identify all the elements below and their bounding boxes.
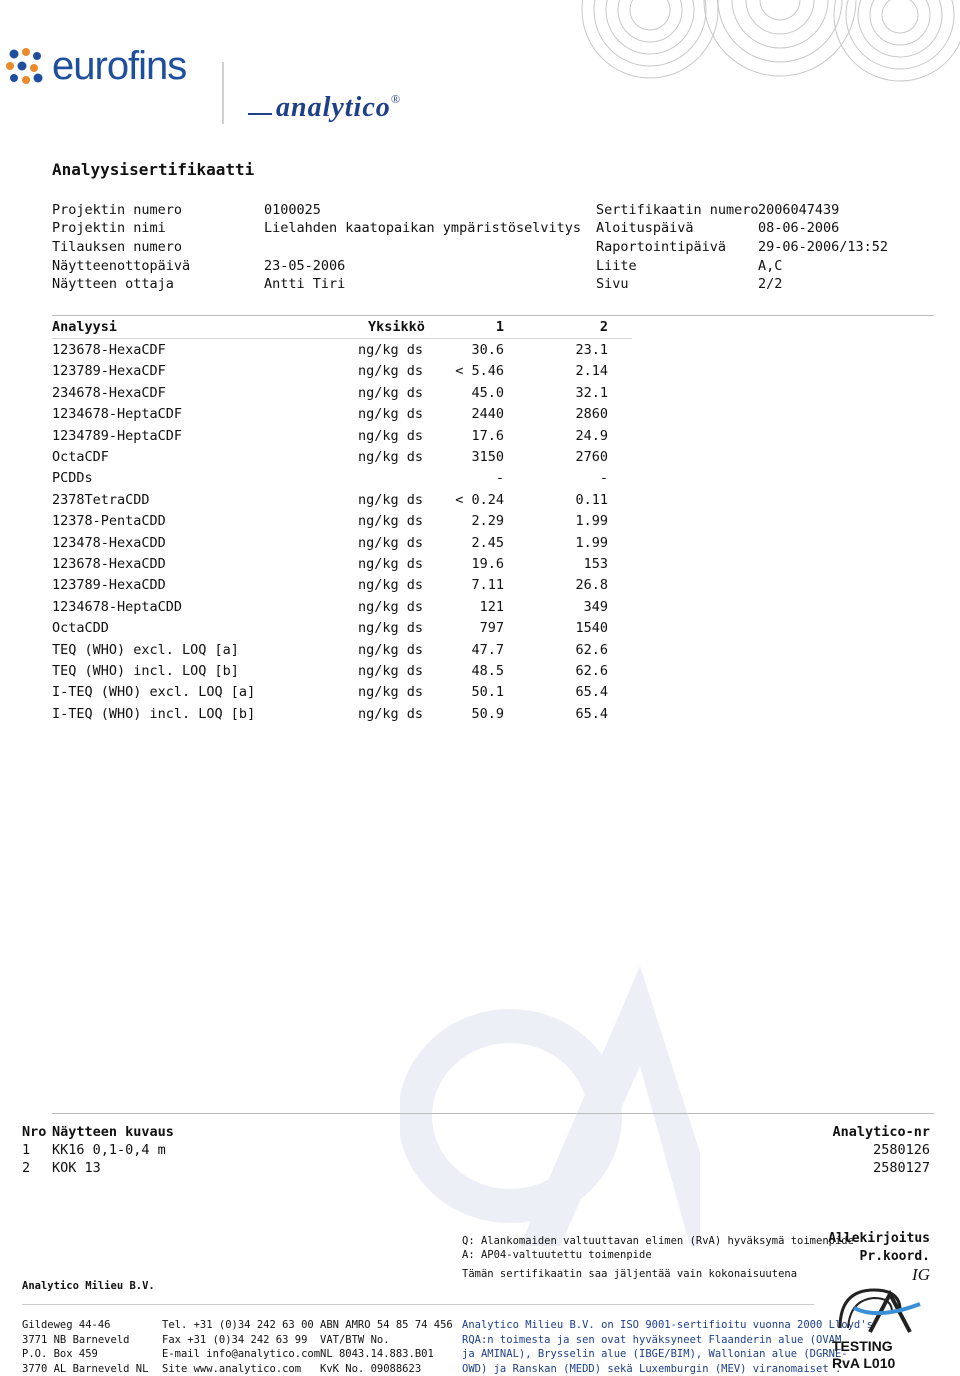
samples-header-code: Analytico-nr bbox=[832, 1124, 930, 1140]
meta-value: A,C bbox=[758, 258, 783, 274]
table-row bbox=[52, 618, 632, 639]
sample-1-value: 2440 bbox=[471, 406, 504, 423]
analysis-name: I-TEQ (WHO) excl. LOQ [a] bbox=[52, 684, 256, 701]
sample-1-value: 50.9 bbox=[471, 705, 504, 722]
analysis-unit: ng/kg ds bbox=[358, 684, 424, 701]
sample-2-value: 2760 bbox=[575, 449, 608, 465]
sample-1-value: 3150 bbox=[471, 449, 504, 465]
sample-1-value: 7.11 bbox=[471, 577, 504, 594]
sample-code: 2580126 bbox=[873, 1142, 930, 1158]
footer-accreditation bbox=[462, 1318, 873, 1376]
badge-rva: RvA L010 bbox=[832, 1355, 896, 1371]
analysis-unit: ng/kg ds bbox=[358, 663, 424, 679]
sample-2-value: 2860 bbox=[575, 406, 608, 423]
table-row bbox=[52, 704, 632, 725]
analysis-name: PCDDs bbox=[52, 470, 93, 487]
samples-header-desc: Näytteen kuvaus bbox=[52, 1124, 174, 1140]
meta-label: Projektin numero bbox=[52, 202, 183, 218]
sample-1-value: 121 bbox=[479, 598, 504, 615]
table-row bbox=[52, 340, 632, 361]
table-row bbox=[52, 640, 632, 661]
table-row bbox=[52, 447, 632, 468]
sample-1-value: 30.6 bbox=[471, 342, 504, 358]
signature-label: Allekirjoitus bbox=[828, 1231, 930, 1246]
analysis-name: 123789-HexaCDF bbox=[52, 363, 166, 380]
note-a: A: AP04-valtuutettu toimenpide bbox=[462, 1249, 652, 1261]
analysis-unit: ng/kg ds bbox=[358, 534, 424, 551]
rva-testing-badge bbox=[830, 1280, 930, 1372]
footer-bank bbox=[320, 1318, 453, 1376]
analysis-unit: ng/kg ds bbox=[358, 342, 424, 358]
analysis-unit: ng/kg ds bbox=[358, 705, 424, 722]
sample-2-value: 23.1 bbox=[575, 342, 608, 358]
footer-line: ABN AMRO 54 85 74 456 bbox=[320, 1319, 453, 1331]
table-row bbox=[52, 490, 632, 511]
note-reproduction: Tämän sertifikaatin saa jäljentää vain kokonaisuutena bbox=[462, 1268, 798, 1280]
analysis-unit: ng/kg ds bbox=[358, 556, 424, 572]
footer-line: 3770 AL Barneveld NL bbox=[22, 1362, 149, 1375]
analysis-name: 123478-HexaCDD bbox=[52, 534, 166, 551]
footer-line: VAT/BTW No. bbox=[320, 1333, 390, 1346]
table-top-rule bbox=[52, 315, 934, 316]
meta-value: 2006047439 bbox=[758, 202, 840, 218]
analysis-unit: ng/kg ds bbox=[358, 641, 424, 658]
sample-1-value: 2.29 bbox=[471, 513, 504, 530]
footer-address bbox=[22, 1318, 148, 1376]
analysis-name: 234678-HexaCDF bbox=[52, 384, 166, 401]
analytico-dash bbox=[248, 113, 272, 115]
analysis-unit: ng/kg ds bbox=[358, 598, 424, 615]
sample-2-value: 62.6 bbox=[575, 663, 608, 679]
meta-label: Liite bbox=[596, 258, 637, 274]
footer-line: Tel. +31 (0)34 242 63 00 bbox=[162, 1319, 314, 1331]
sample-1-value: 45.0 bbox=[471, 384, 504, 401]
meta-value: 23-05-2006 bbox=[264, 258, 346, 274]
analysis-name: I-TEQ (WHO) incl. LOQ [b] bbox=[52, 705, 256, 722]
analysis-unit: ng/kg ds bbox=[358, 513, 424, 530]
analytico-wordmark bbox=[276, 92, 401, 124]
analysis-name: TEQ (WHO) incl. LOQ [b] bbox=[52, 663, 239, 679]
sample-code: 2580127 bbox=[873, 1160, 930, 1176]
table-row bbox=[52, 511, 632, 532]
meta-label: Sivu bbox=[596, 276, 629, 292]
footer-line: Fax +31 (0)34 242 63 99 bbox=[162, 1333, 308, 1346]
table-row bbox=[52, 597, 632, 618]
company-name: Analytico Milieu B.V. bbox=[22, 1280, 155, 1292]
sample-2-value: 65.4 bbox=[575, 684, 608, 701]
sample-2-value: 1.99 bbox=[575, 513, 608, 530]
signature-initials: IG bbox=[912, 1265, 930, 1284]
sample-desc: KOK 13 bbox=[52, 1160, 101, 1176]
col-header-sample-1: 1 bbox=[495, 319, 504, 335]
sample-1-value: 47.7 bbox=[471, 641, 504, 658]
sample-2-value: 32.1 bbox=[575, 384, 608, 401]
analysis-name: 1234678-HeptaCDF bbox=[52, 406, 183, 423]
analysis-name: TEQ (WHO) excl. LOQ [a] bbox=[52, 641, 239, 658]
footer-line: Gildeweg 44-46 bbox=[22, 1319, 111, 1331]
meta-label: Näytteenottopäivä bbox=[52, 258, 191, 274]
analytico-text: analytico bbox=[276, 92, 391, 123]
sample-2-value: 62.6 bbox=[575, 641, 608, 658]
page-title: Analyysisertifikaatti bbox=[52, 160, 255, 179]
footer-line: KvK No. 09088623 bbox=[320, 1362, 422, 1375]
analysis-unit: ng/kg ds bbox=[358, 363, 424, 380]
meta-value: 0100025 bbox=[264, 202, 321, 218]
sample-2-value: 26.8 bbox=[575, 577, 608, 594]
analysis-name: OctaCDF bbox=[52, 449, 109, 465]
footer-line: E-mail info@analytico.com bbox=[162, 1348, 321, 1360]
sample-2-value: 0.11 bbox=[575, 491, 608, 508]
footer-line: OWD) ja Ranskan (MEDD) sekä Luxemburgin (MEV) viranomaiset . bbox=[462, 1362, 842, 1375]
analysis-name: 2378TetraCDD bbox=[52, 491, 150, 508]
signature-role: Pr.koord. bbox=[859, 1249, 930, 1264]
analysis-name: 123678-HexaCDD bbox=[52, 556, 166, 572]
meta-label: Raportointipäivä bbox=[596, 239, 727, 255]
col-header-analysis: Analyysi bbox=[52, 319, 118, 335]
analysis-name: 1234789-HeptaCDF bbox=[52, 427, 183, 444]
sample-1-value: < 0.24 bbox=[455, 491, 504, 508]
sample-2-value: 2.14 bbox=[575, 363, 608, 380]
table-row bbox=[52, 533, 632, 554]
table-row bbox=[52, 383, 632, 404]
analysis-unit: ng/kg ds bbox=[358, 427, 424, 444]
samples-header-nro: Nro bbox=[22, 1124, 47, 1140]
sample-2-value: 349 bbox=[583, 598, 608, 615]
sample-2-value: 24.9 bbox=[575, 427, 608, 444]
meta-value: Antti Tiri bbox=[264, 276, 346, 292]
note-q: Q: Alankomaiden valtuuttavan elimen (RvA) hyväksymä toimenpide bbox=[462, 1235, 854, 1247]
sample-1-value: 2.45 bbox=[471, 534, 504, 551]
footer-line: P.O. Box 459 bbox=[22, 1348, 98, 1360]
footer-rule bbox=[22, 1304, 814, 1305]
table-row bbox=[52, 661, 632, 682]
table-row bbox=[52, 361, 632, 382]
analysis-name: 1234678-HeptaCDD bbox=[52, 598, 183, 615]
analysis-name: 123678-HexaCDF bbox=[52, 342, 166, 358]
analysis-unit: ng/kg ds bbox=[358, 406, 424, 423]
registered-mark: ® bbox=[390, 92, 401, 106]
meta-label: Projektin nimi bbox=[52, 220, 166, 236]
sample-desc: KK16 0,1-0,4 m bbox=[52, 1142, 166, 1158]
table-row bbox=[52, 404, 632, 425]
table-row bbox=[52, 575, 632, 596]
meta-value: 2/2 bbox=[758, 276, 783, 292]
sample-2-value: 1.99 bbox=[575, 534, 608, 551]
sample-2-value: 153 bbox=[583, 556, 608, 572]
table-row bbox=[52, 426, 632, 447]
analysis-name: 12378-PentaCDD bbox=[52, 513, 166, 530]
sample-1-value: 50.1 bbox=[471, 684, 504, 701]
meta-value: 08-06-2006 bbox=[758, 220, 840, 236]
meta-value: 29-06-2006/13:52 bbox=[758, 239, 889, 255]
sample-2-value: - bbox=[599, 470, 608, 487]
sample-1-value: < 5.46 bbox=[455, 363, 504, 380]
table-row bbox=[52, 682, 632, 703]
badge-testing: TESTING bbox=[832, 1338, 893, 1354]
meta-value: Lielahden kaatopaikan ympäristöselvitys bbox=[264, 220, 581, 236]
sample-1-value: - bbox=[495, 470, 504, 487]
sample-nro: 2 bbox=[22, 1160, 31, 1176]
logo-divider bbox=[222, 62, 224, 124]
analysis-unit: ng/kg ds bbox=[358, 577, 424, 594]
footer-line: RQA:n toimesta ja sen ovat hyväksyneet Flaanderin alue (OVAM bbox=[462, 1333, 842, 1346]
footer-line: 3771 NB Barneveld bbox=[22, 1333, 130, 1346]
samples-top-rule bbox=[52, 1113, 934, 1114]
analysis-unit: ng/kg ds bbox=[358, 384, 424, 401]
meta-label: Sertifikaatin numero bbox=[596, 202, 759, 218]
sample-2-value: 1540 bbox=[575, 620, 608, 637]
sample-1-value: 19.6 bbox=[471, 556, 504, 572]
sample-nro: 1 bbox=[22, 1142, 31, 1158]
footer-line: Site www.analytico.com bbox=[162, 1362, 302, 1375]
rva-logo-icon bbox=[830, 1280, 930, 1336]
table-header-rule bbox=[52, 338, 632, 339]
footer-line: ja AMINAL), Brysselin alue (IBGE/BIM), Wallonian alue (DGRNE- bbox=[462, 1348, 848, 1360]
analysis-unit: ng/kg ds bbox=[358, 449, 424, 465]
sample-1-value: 797 bbox=[479, 620, 504, 637]
meta-label: Tilauksen numero bbox=[52, 239, 183, 255]
eurofins-logo bbox=[4, 46, 48, 90]
analysis-unit: ng/kg ds bbox=[358, 491, 424, 508]
sample-2-value: 65.4 bbox=[575, 705, 608, 722]
analysis-unit: ng/kg ds bbox=[358, 620, 424, 637]
footer-line: NL 8043.14.883.B01 bbox=[320, 1348, 434, 1360]
footer-line: Analytico Milieu B.V. on ISO 9001-sertifioitu vuonna 2000 Lloyd's bbox=[462, 1319, 873, 1331]
analysis-name: OctaCDD bbox=[52, 620, 109, 637]
eurofins-wordmark: eurofins bbox=[52, 44, 187, 88]
meta-label: Aloituspäivä bbox=[596, 220, 694, 236]
meta-label: Näytteen ottaja bbox=[52, 276, 174, 292]
col-header-unit: Yksikkö bbox=[368, 319, 425, 335]
analysis-name: 123789-HexaCDD bbox=[52, 577, 166, 594]
col-header-sample-2: 2 bbox=[599, 319, 608, 335]
sample-1-value: 48.5 bbox=[471, 663, 504, 679]
decorative-circles bbox=[560, 0, 960, 90]
table-header-row bbox=[52, 317, 632, 338]
eurofins-dots-icon bbox=[4, 46, 48, 90]
sample-1-value: 17.6 bbox=[471, 427, 504, 444]
footer-contact bbox=[162, 1318, 320, 1376]
table-row bbox=[52, 468, 632, 489]
table-row bbox=[52, 554, 632, 575]
